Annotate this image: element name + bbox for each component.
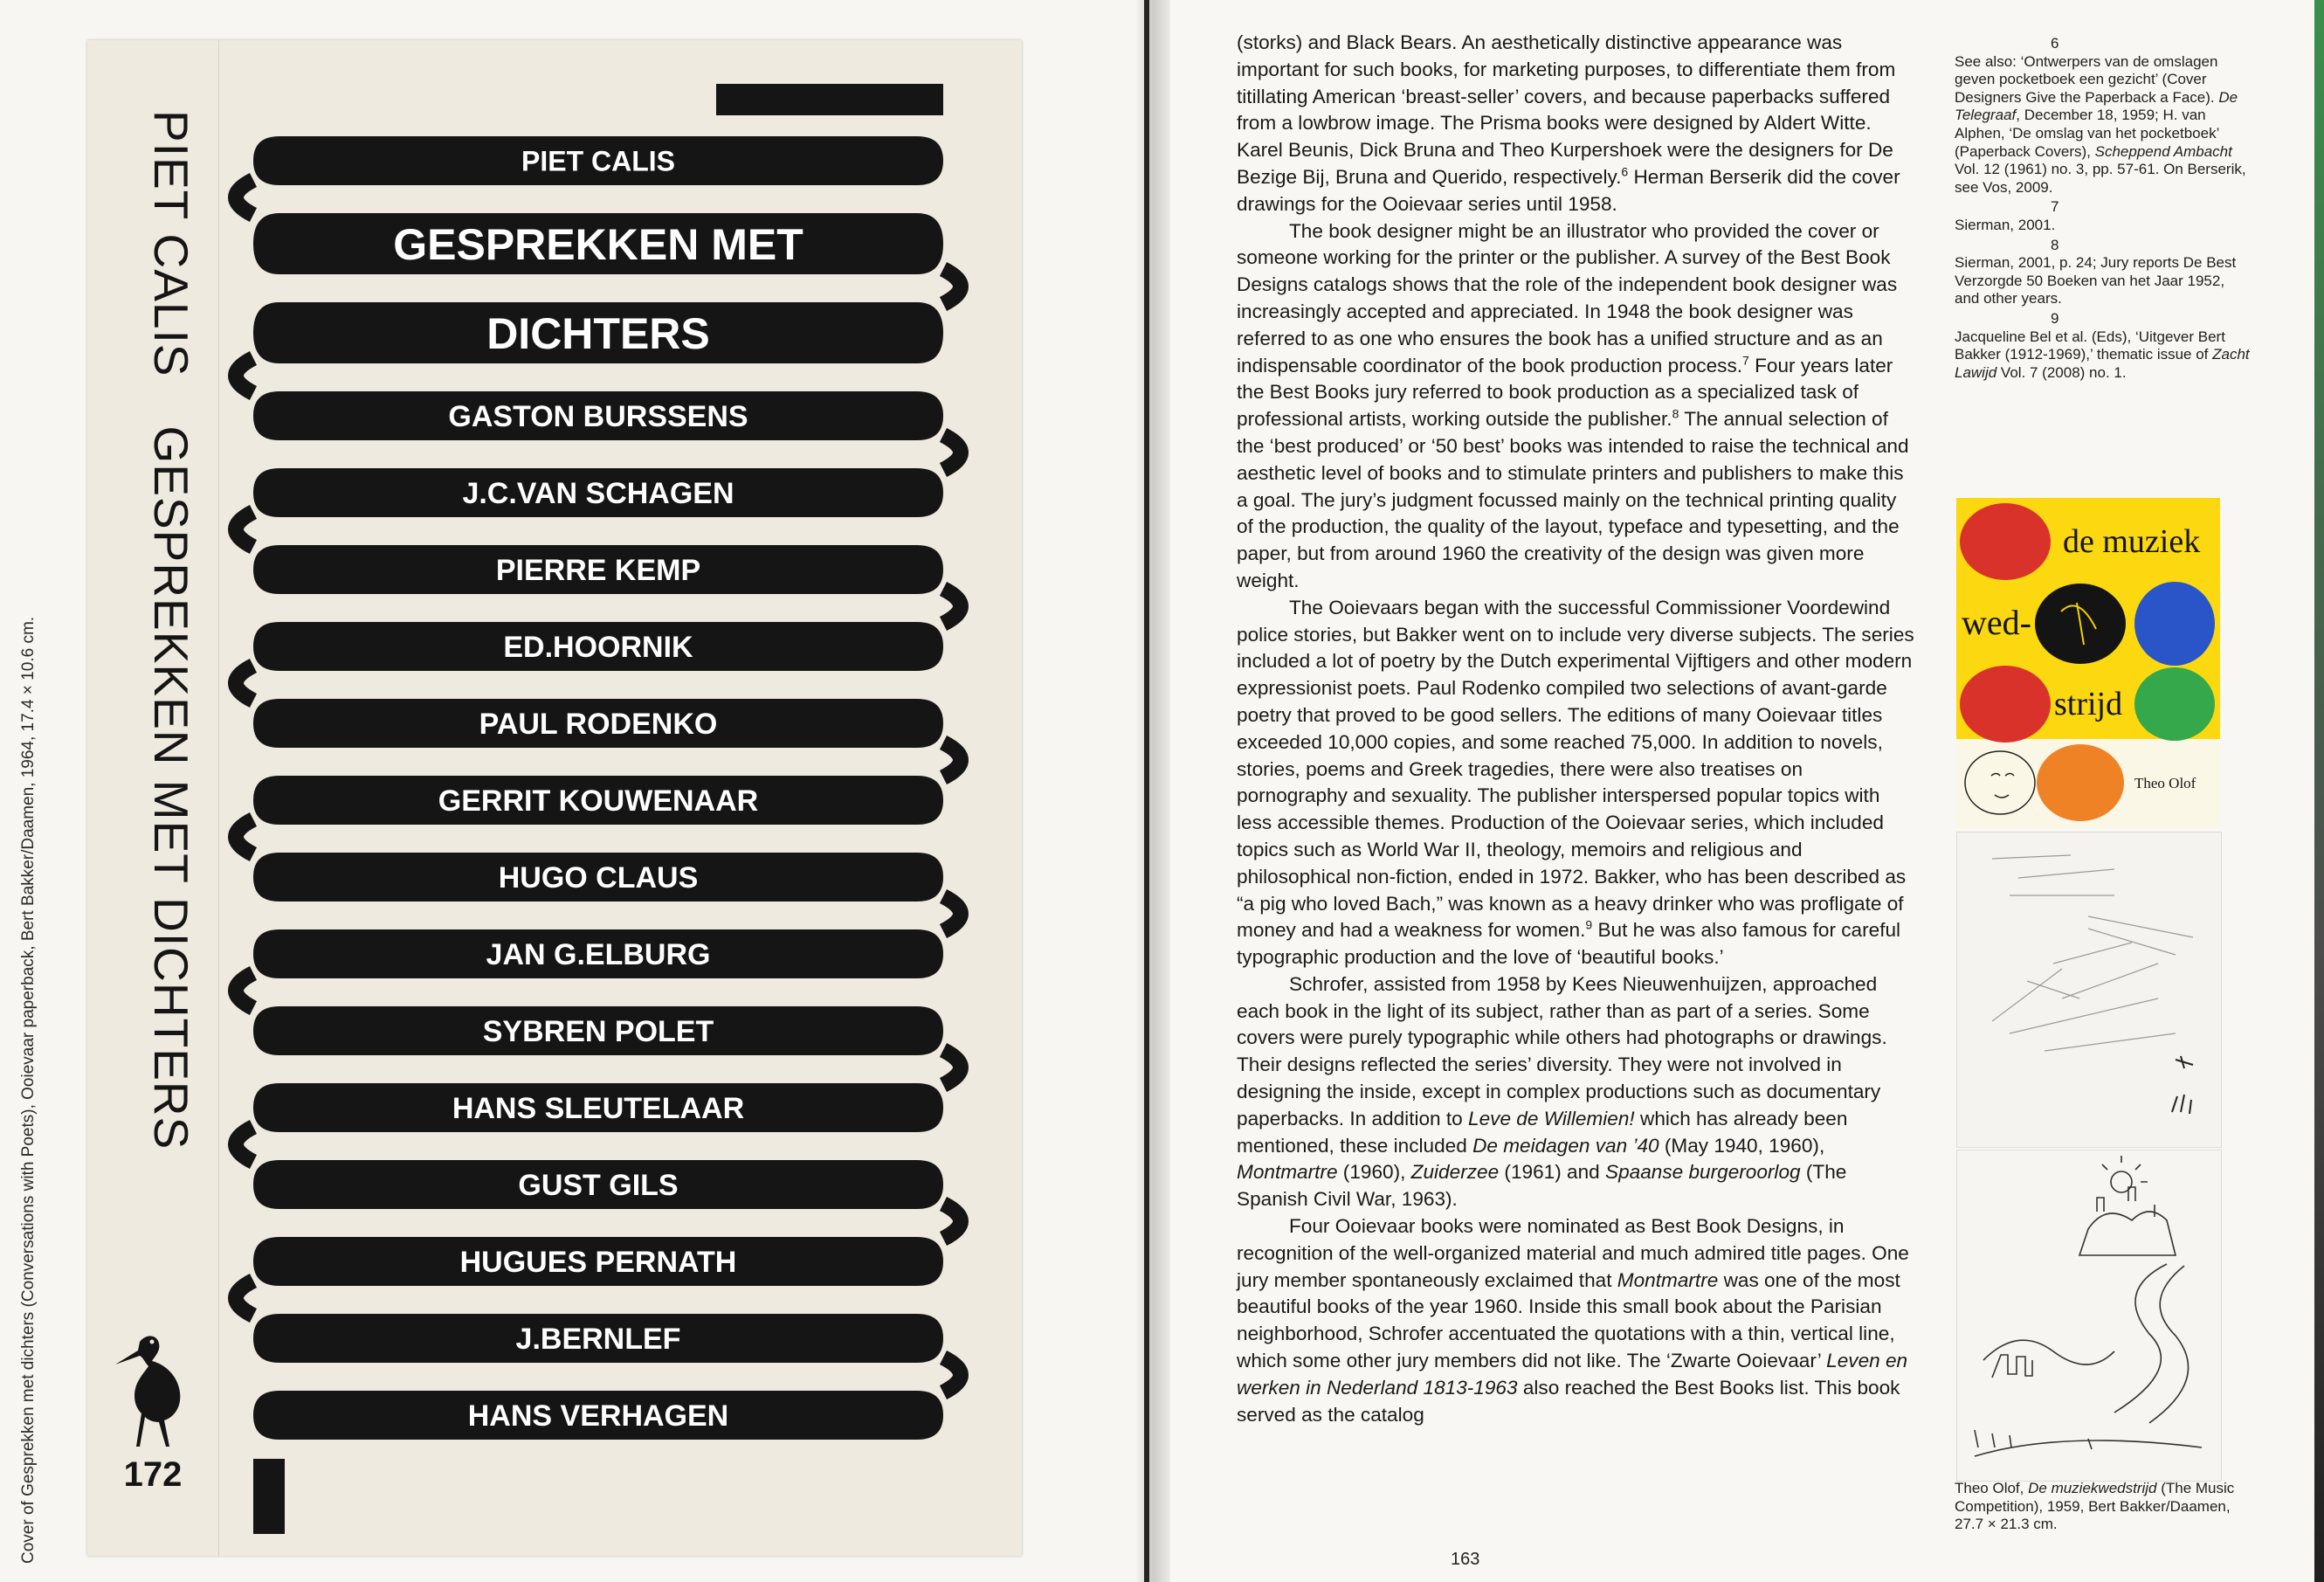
right-page <box>1149 0 2324 1582</box>
ribbon-curl <box>236 973 253 1008</box>
footnote-number: 8 <box>2051 236 2059 253</box>
left-page <box>0 0 1144 1582</box>
ribbon-poet-name: HUGUES PERNATH <box>459 1246 737 1280</box>
red-dot <box>1960 666 2051 743</box>
body-text <box>1237 30 1918 1428</box>
green-dot <box>2134 667 2215 741</box>
ribbon-curl <box>236 666 253 701</box>
ribbon-poet-name: PIERRE KEMP <box>495 554 701 588</box>
cover-word-1: de muziek <box>2063 523 2201 560</box>
spine-author: PIET CALIS <box>144 110 198 377</box>
footnote-number: 9 <box>2051 309 2059 327</box>
ribbon-curl <box>236 180 253 215</box>
muziek-cover-art <box>1956 498 2220 828</box>
inside-page-art <box>1957 832 2221 1147</box>
ribbon-poet-name: HANS SLEUTELAAR <box>452 1092 745 1126</box>
cover-caption: Cover of Gesprekken met dichters (Conversations with Poets), Ooievaar paperback, Bert Bakker/Daamen, 1964, 17.4 × 10.6 cm. <box>19 616 38 1564</box>
red-dot <box>1960 503 2051 580</box>
paragraph-4: Schrofer, assisted from 1958 by Kees Nieuwenhuijzen, approached each book in the light of its subject, rather than as part of a series. Some covers were purely typographic while others had photographs or drawings. Their designs reflected the series’ diversity. They were not involved in designing the inside, except in complex productions such as documentary paperbacks. In addition to Leve de Willemien! which has already been mentioned, these included De meidagen van ’40 (May 1940, 1960), Montmartre (1960), Zuiderzee (1961) and Spaanse burgeroorlog (The Spanish Civil War, 1963). <box>1237 972 1887 1211</box>
ribbon-curl <box>236 819 253 854</box>
ribbon-tail-bottom <box>253 1459 285 1534</box>
footnote-9: Jacqueline Bel et al. (Eds), ‘Uitgever Bert Bakker (1912-1969),’ thematic issue of Zacht Lawijd Vol. 7 (2008) no. 1. <box>1955 328 2250 381</box>
footnotes <box>1955 35 2252 383</box>
footnote-7: Sierman, 2001. <box>1955 216 2056 233</box>
ribbon-curl <box>236 1127 253 1162</box>
paragraph-5: Four Ooievaar books were nominated as Best Book Designs, in recognition of the well-organized material and much admired title pages. One jury member spontaneously exclaimed that Montmartre was one of the most beautiful books of the year 1960. Inside this small book about the Parisian neighborhood, Schrofer accentuated the quotations with a thin, vertical line, which some other jury members did not like. The ‘Zwarte Ooievaar’ Leven en werken in Nederland 1813-1963 also reached the Best Books list. This book served as the catalog <box>1237 1215 1909 1426</box>
ribbon-title2: DICHTERS <box>486 309 710 358</box>
cover-author: Theo Olof <box>2134 775 2196 791</box>
paragraph-2: The book designer might be an illustrator who provided the cover or someone working for the printer or the publisher. A survey of the Best Book Designs catalogs shows that the role of the independent book designer was increasingly accepted and appreciated. In 1948 the book designer was referred to as one who ensures the book has a unified structure and as an indispensable coordinator of the book production process.$^7$ Four years later the Best Books jury referred to book production as a specialized task of professional artists, working outside the publisher.$^8$ The annual selection of the ‘best produced’ or ‘50 best’ books was intended to raise the technical and aesthetic level of books and to stimulate printers and publishers to make this a goal. The jury’s judgment focussed mainly on the technical printing quality of the production, the quality of the layout, typeface and typesetting, and the paper, but from around 1960 the creativity of the design was given more weight. <box>1237 219 1909 591</box>
ribbon-poet-name: GUST GILS <box>518 1169 679 1203</box>
castle-drawing <box>1957 1150 2221 1481</box>
footnote-ref-6: 6 <box>1621 164 1629 179</box>
series-number: 172 <box>123 1455 183 1494</box>
ribbon-curl <box>943 589 961 624</box>
page-number: 163 <box>1451 1550 1480 1569</box>
ribbon-curl <box>943 1204 961 1239</box>
image-caption: Theo Olof, De muziekwedstrijd (The Music Competition), 1959, Bert Bakker/Daamen, 27.7 × 21.3 cm. <box>1955 1480 2235 1533</box>
ribbon-curl <box>943 896 961 931</box>
ribbon-poet-name: J.C.VAN SCHAGEN <box>462 477 734 511</box>
ribbon-poet-name: SYBREN POLET <box>482 1015 714 1049</box>
ribbon-author: PIET CALIS <box>521 145 676 177</box>
ribbon-artwork <box>227 66 978 1534</box>
orange-dot <box>2037 744 2124 821</box>
paragraph-1: (storks) and Black Bears. An aesthetically distinctive appearance was important for such books, for marketing purposes, to differentiate them from titillating American ‘breast-seller’ covers, and because paperbacks suffered from a lowbrow image. The Prisma books were designed by Aldert Witte. Karel Beunis, Dick Bruna and Theo Kurpershoek were the designers for De Bezige Bij, Bruna and Querido, respectively.$^6$ Herman Berserik did the cover drawings for the Ooievaar series until 1958. <box>1237 31 1900 215</box>
muziek-drawing-image <box>1956 1150 2222 1482</box>
book-spine <box>87 40 219 1556</box>
ribbon-title1: GESPREKKEN MET <box>393 220 803 269</box>
ribbon-curl <box>943 743 961 777</box>
page-edge <box>2314 0 2324 1582</box>
ribbon-curl <box>236 358 253 393</box>
footnote-8: Sierman, 2001, p. 24; Jury reports De Best Verzorgde 50 Boeken van het Jaar 1952, and other years. <box>1955 254 2237 307</box>
ribbon-curl <box>943 435 961 470</box>
cover-word-2: wed- <box>1962 603 2031 642</box>
book-gutter <box>1135 0 1170 1582</box>
ribbon-poet-name: GASTON BURSSENS <box>448 400 748 434</box>
blue-dot <box>2134 582 2215 666</box>
ribbon-poet-name: J.BERNLEF <box>515 1323 681 1357</box>
footnote-ref-7: 7 <box>1742 353 1749 368</box>
ribbon-poet-name: HUGO CLAUS <box>498 861 699 895</box>
footnote-ref-9: 9 <box>1585 917 1593 932</box>
footnote-ref-8: 8 <box>1672 406 1679 421</box>
cover-word-3: strijd <box>2054 686 2123 722</box>
spine-title: GESPREKKEN MET DICHTERS <box>144 425 198 1150</box>
ribbon-curl <box>943 1357 961 1392</box>
ribbon-curl <box>943 1050 961 1085</box>
footnote-6: See also: ‘Ontwerpers van de omslagen geven pocketboek een gezicht’ (Cover Designers Give the Paperback a Face). De Telegraaf, December 18, 1959; H. van Alphen, ‘De omslag van het pocketboek’ (Paperback Covers), Scheppend Ambacht Vol. 12 (1961) no. 3, pp. 57-61. On Berserik, see Vos, 2009. <box>1955 52 2246 196</box>
ribbon-poet-name: JAN G.ELBURG <box>486 938 711 972</box>
muziek-inside-page-image <box>1956 832 2222 1148</box>
footnote-number: 6 <box>2051 35 2059 52</box>
paragraph-3: The Ooievaars began with the successful Commissioner Voordewind police stories, but Bakker went on to include very diverse subjects. The series included a lot of poetry by the Dutch experimental Vijftigers and other modern expressionist poets. Paul Rodenko compiled two selections of avant-garde poetry that proved to be good sellers. The editions of many Ooievaar titles exceeded 10,000 copies, and some reached 75,000. In addition to novels, stories, poems and Greek tragedies, there were also treatises on pornography and sexuality. The publisher interspersed popular topics with less accessible themes. Production of the Ooievaar series, which included topics such as World War II, theology, memoirs and religious and philosophical non-fiction, ended in 1972. Bakker, who has been described as “a pig who loved Bach,” was known as a heavy drinker who was profligate of money and had a weakness for women.$^9$ But he was also famous for careful typographic production and the love of ‘beautiful books.’ <box>1237 596 1914 969</box>
ribbon-tail-top <box>716 84 943 115</box>
ribbon-poet-name: ED.HOORNIK <box>503 631 693 665</box>
ribbon-curl <box>943 269 961 304</box>
ribbon-poet-name: GERRIT KOUWENAAR <box>438 784 759 819</box>
ribbon-poet-name: PAUL RODENKO <box>479 708 718 742</box>
book-cover <box>87 40 1022 1556</box>
stork-icon <box>94 1316 208 1455</box>
ribbon-curl <box>236 1281 253 1316</box>
muziek-cover-image <box>1956 498 2220 828</box>
spine-text <box>143 110 199 1150</box>
ribbon-poet-name: HANS VERHAGEN <box>467 1399 729 1433</box>
footnote-number: 7 <box>2051 198 2059 216</box>
ribbon-curl <box>236 512 253 547</box>
